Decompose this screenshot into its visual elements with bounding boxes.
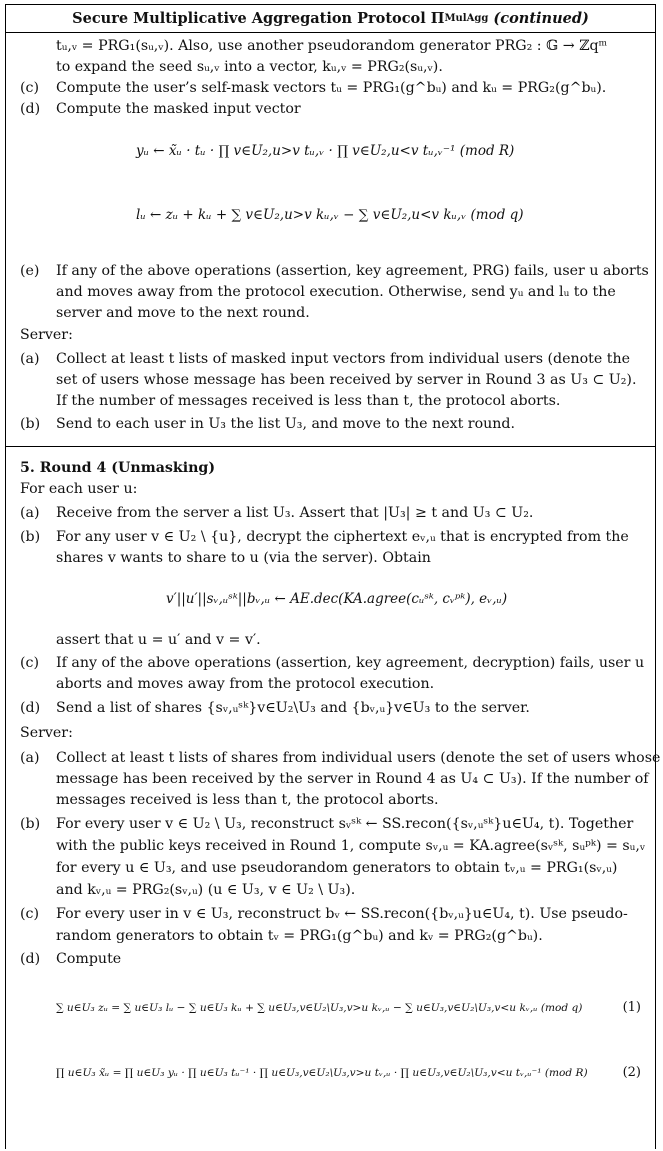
round4-server-b-line4: and kᵥ,ᵤ = PRG₂(sᵥ,ᵤ) (u ∈ U₃, v ∈ U₂ \ U₃). [56,882,356,898]
round4-heading: 5. Round 4 (Unmasking) [20,460,216,476]
round4-server-d-text: Compute [56,951,122,967]
round4-b-line2: shares v wants to share to u (via the server). Obtain [56,550,431,566]
round4-server-a-line2: message has been received by the server in Round 4 as U₄ ⊂ U₃). If the number of [56,771,649,787]
round4-server-b-line2: with the public keys received in Round 1, compute sᵥ,ᵤ = KA.agree(sᵥˢᵏ, sᵤᵖᵏ) = sᵤ,ᵥ [56,838,646,854]
equation-masked-l: lᵤ ← zᵤ + kᵤ + ∑ v∈U₂,u>v kᵤ,ᵥ − ∑ v∈U₂,u<v kᵤ,ᵥ (mod q) [136,207,524,223]
round4-c-line2: aborts and moves away from the protocol execution. [56,676,435,692]
round3-d-text: Compute the masked input vector [56,101,301,117]
round3-server-b-text: Send to each user in U₃ the list U₃, and move to the next round. [56,416,516,432]
round4-d-label: (d) [20,700,41,716]
round3-c-label: (c) [20,80,40,96]
equation-number-2: (2) [622,1065,641,1080]
round4-b-line1: For any user v ∈ U₂ \ {u}, decrypt the ciphertext eᵥ,ᵤ that is encrypted from the [56,529,629,545]
round4-b-label: (b) [20,529,41,545]
round3-cont-line2: to expand the seed sᵤ,ᵥ into a vector, kᵤ,ᵥ = PRG₂(sᵤ,ᵥ). [56,59,443,75]
round3-e-line3: server and move to the next round. [56,305,310,321]
round4-server-c-line1: For every user in v ∈ U₃, reconstruct bᵥ ← SS.recon({bᵥ,ᵤ}u∈U₄, t). Use pseudo- [56,906,628,922]
equation-sum-z: ∑ u∈U₃ zᵤ = ∑ u∈U₃ lᵤ − ∑ u∈U₃ kᵤ + ∑ u∈U₃,v∈U₂\U₃,v>u kᵥ,ᵤ − ∑ u∈U₃,v∈U₂\U₃,v<u kᵥ,ᵤ (mod q) [56,1002,583,1014]
round4-server-c-line2: random generators to obtain tᵥ = PRG₁(g^bᵤ) and kᵥ = PRG₂(g^bᵤ). [56,928,543,944]
round4-server-b-line3: for every u ∈ U₃, and use pseudorandom generators to obtain tᵥ,ᵤ = PRG₁(sᵥ,ᵤ) [56,860,618,876]
round3-server-a-label: (a) [20,351,40,367]
round4-assert: assert that u = u′ and v = v′. [56,632,261,648]
round4-server-b-label: (b) [20,816,41,832]
equation-decrypt: v′||u′||sᵥ,ᵤˢᵏ||bᵥ,ᵤ ← AE.dec(KA.agree(cᵤˢᵏ, cᵥᵖᵏ), eᵥ,ᵤ) [166,591,508,607]
round3-e-line1: If any of the above operations (assertion, key agreement, PRG) fails, user u aborts [56,263,649,279]
round4-c-line1: If any of the above operations (assertion, key agreement, decryption) fails, user u [56,655,645,671]
round3-server-a-line2: set of users whose message has been received by server in Round 3 as U₃ ⊂ U₂). [56,372,637,388]
equation-number-1: (1) [622,1000,641,1015]
round4-server-d-label: (d) [20,951,41,967]
round4-a-text: Receive from the server a list U₃. Assert that |U₃| ≥ t and U₃ ⊂ U₂. [56,505,534,521]
header-title: Secure Multiplicative Aggregation Protocol Π [72,10,445,27]
round3-server-a-line3: If the number of messages received is less than t, the protocol aborts. [56,393,561,409]
round3-server-label: Server: [20,327,73,343]
protocol-box [5,4,661,1149]
round4-server-a-line1: Collect at least t lists of shares from individual users (denote the set of users whose [56,750,661,766]
round4-a-label: (a) [20,505,40,521]
round-separator [6,446,655,447]
round3-d-label: (d) [20,101,41,117]
round4-server-b-line1: For every user v ∈ U₂ \ U₃, reconstruct sᵥˢᵏ ← SS.recon({sᵥ,ᵤˢᵏ}u∈U₄, t). Together [56,816,634,832]
round4-d-text: Send a list of shares {sᵥ,ᵤˢᵏ}v∈U₂\U₃ and {bᵥ,ᵤ}v∈U₃ to the server. [56,700,530,716]
header-suffix: (continued) [493,10,589,27]
protocol-header: Secure Multiplicative Aggregation Protocol Π MulAgg (continued) [6,5,655,33]
round4-server-c-label: (c) [20,906,40,922]
round4-server-label: Server: [20,725,73,741]
round3-cont-line1: tᵤ,ᵥ = PRG₁(sᵤ,ᵥ). Also, use another pseudorandom generator PRG₂ : 𝔾 → ℤqᵐ [56,38,608,54]
round4-server-a-line3: messages received is less than t, the protocol aborts. [56,792,439,808]
round3-e-line2: and moves away from the protocol execution. Otherwise, send yᵤ and lᵤ to the [56,284,616,300]
round3-server-a-line1: Collect at least t lists of masked input vectors from individual users (denote the [56,351,631,367]
round4-c-label: (c) [20,655,40,671]
round3-e-label: (e) [20,263,40,279]
round4-for-each: For each user u: [20,481,138,497]
round4-server-a-label: (a) [20,750,40,766]
equation-product-x: ∏ u∈U₃ x̃ᵤ = ∏ u∈U₃ yᵤ · ∏ u∈U₃ tᵤ⁻¹ · ∏ u∈U₃,v∈U₂\U₃,v>u tᵥ,ᵤ · ∏ u∈U₃,v∈U₂\U₃,v<u tᵥ,ᵤ⁻¹ (mod R) [56,1067,588,1079]
round3-server-b-label: (b) [20,416,41,432]
equation-masked-y: yᵤ ← x̃ᵤ · tᵤ · ∏ v∈U₂,u>v tᵤ,ᵥ · ∏ v∈U₂,u<v tᵤ,ᵥ⁻¹ (mod R) [136,143,515,159]
round3-c-text: Compute the user’s self-mask vectors tᵤ = PRG₁(g^bᵤ) and kᵤ = PRG₂(g^bᵤ). [56,80,607,96]
